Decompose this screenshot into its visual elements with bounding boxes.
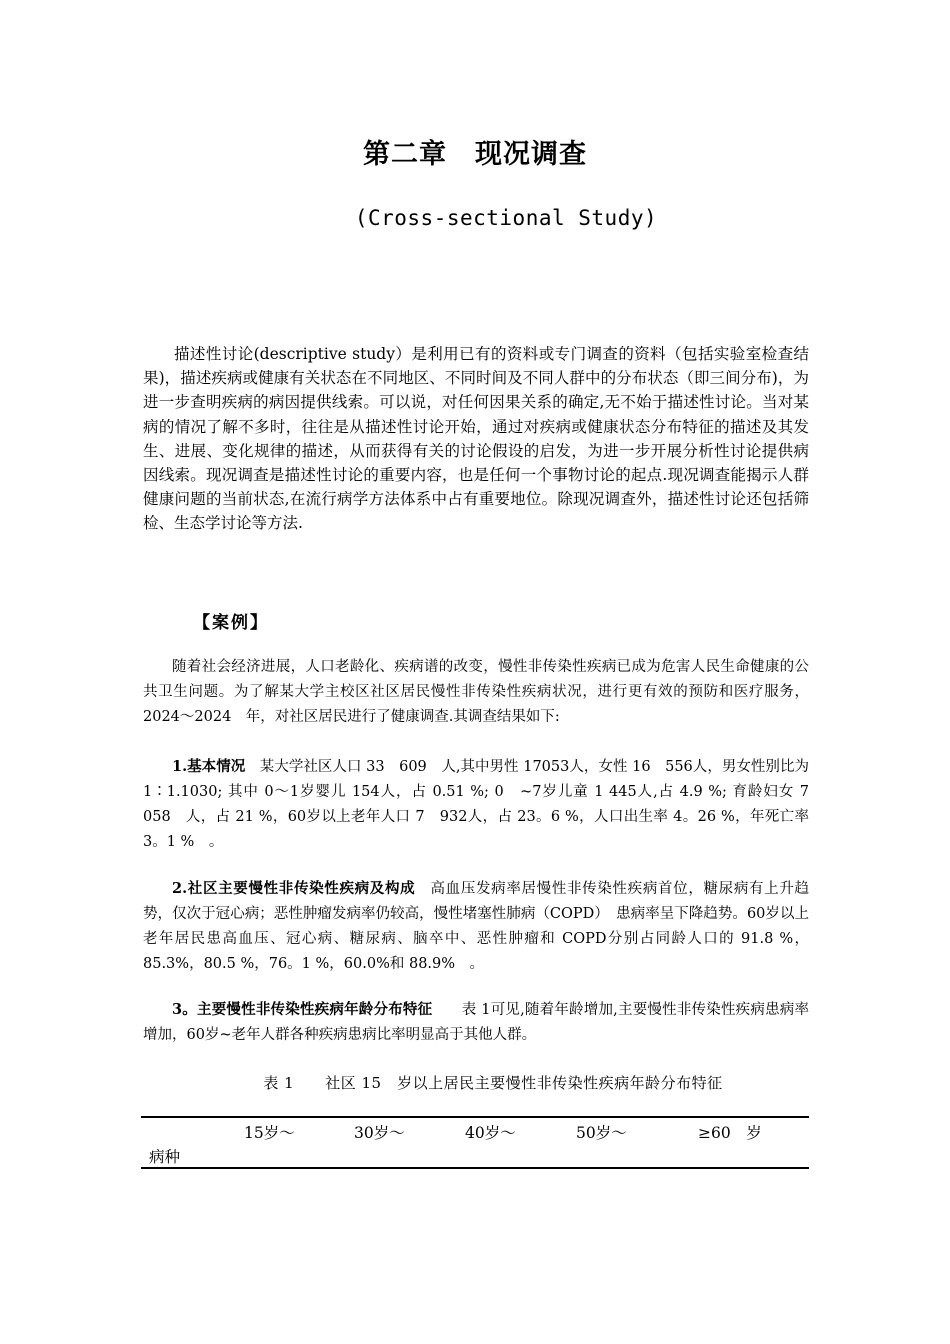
table-column-header: 50岁～ [576,1124,627,1142]
case-intro-paragraph: 随着社会经济进展，人口老龄化、疾病谱的改变，慢性非传染性疾病已成为危害人民生命健康的公共卫生问题。为了解某大学主校区社区居民慢性非传染性疾病状况，进行更有效的预防和医疗服务，2024～2024 年，对社区居民进行了健康调查.其调查结果如下: [143,659,809,725]
section-chronic-diseases [143,876,809,977]
section-heading: 3。主要慢性非传染性疾病年龄分布特征 [172,1001,433,1018]
table-bottom-rule [141,1167,809,1169]
table-column-header: 40岁～ [465,1124,516,1142]
case-label: 【案例】 [193,613,269,633]
intro-paragraph: 描述性讨论(descriptive study）是利用已有的资料或专门调查的资料（包括实验室检查结果)，描述疾病或健康有关状态在不同地区、不同时间及不同人群中的分布状态（即三间分布)，为进一步查明疾病的病因提供线索。可以说，对任何因果关系的确定,无不始于描述性讨论。当对某病的情况了解不多时，往往是从描述性讨论开始，通过对疾病或健康状态分布特征的描述及其发生、进展、变化规律的描述，从而获得有关的讨论假设的启发，为进一步开展分析性讨论提供病因线索。现况调查是描述性讨论的重要内容，也是任何一个事物讨论的起点.现况调查能揭示人群健康问题的当前状态,在流行病学方法体系中占有重要地位。除现况调查外，描述性讨论还包括筛检、生态学讨论等方法. [143,345,809,533]
section-heading: 2.社区主要慢性非传染性疾病及构成 [172,880,416,897]
chapter-subtitle: (Cross-sectional Study) [354,206,658,230]
table-caption: 表 1 社区 15 岁以上居民主要慢性非传染性疾病年龄分布特征 [263,1074,723,1092]
section-text: 表 1可见,随着年龄增加,主要慢性非传染性疾病患病率增加，60岁~老年人群各种疾病患病比率明显高于其他人群。 [143,1002,809,1043]
table-column-header: 15岁～ [244,1124,295,1142]
section-age-distribution [143,997,809,1048]
table-column-header: 30岁～ [354,1124,405,1142]
section-basic-info [143,754,824,855]
section-text: 高血压发病率居慢性非传染性疾病首位，糖尿病有上升趋势，仅次于冠心病；恶性肿瘤发病率仍较高，慢性堵塞性肺病（COPD） 患病率呈下降趋势。60岁以上老年居民患高血压、冠心病、糖尿病、脑卒中、恶性肿瘤和 COPD分别占同龄人口的 91.8 %，85.3%，80.5 %，76。1 %，60.0%和 88.9% 。 [143,881,810,972]
table-column-header: ≥60 岁 [698,1124,762,1142]
section-heading: 1.基本情况 [172,758,246,775]
chapter-title: 第二章 现况调查 [363,139,587,170]
table-top-rule [141,1116,809,1118]
section-text: 某大学社区人口 33 609 人,其中男性 17053人，女性 16 556人，男女性别比为 1∶1.1030; 其中 0～1岁婴儿 154人，占 0.51 %; 0 ~7岁儿童 1 445人,占 4.9 %; 育龄妇女 7 058 人，占 21 %，60岁以上老年人口 7 932人，占 23。6 %，人口出生率 4。26 %，年死亡率 3。1 % 。 [143,759,824,850]
table-row-header: 病种 [149,1148,181,1166]
